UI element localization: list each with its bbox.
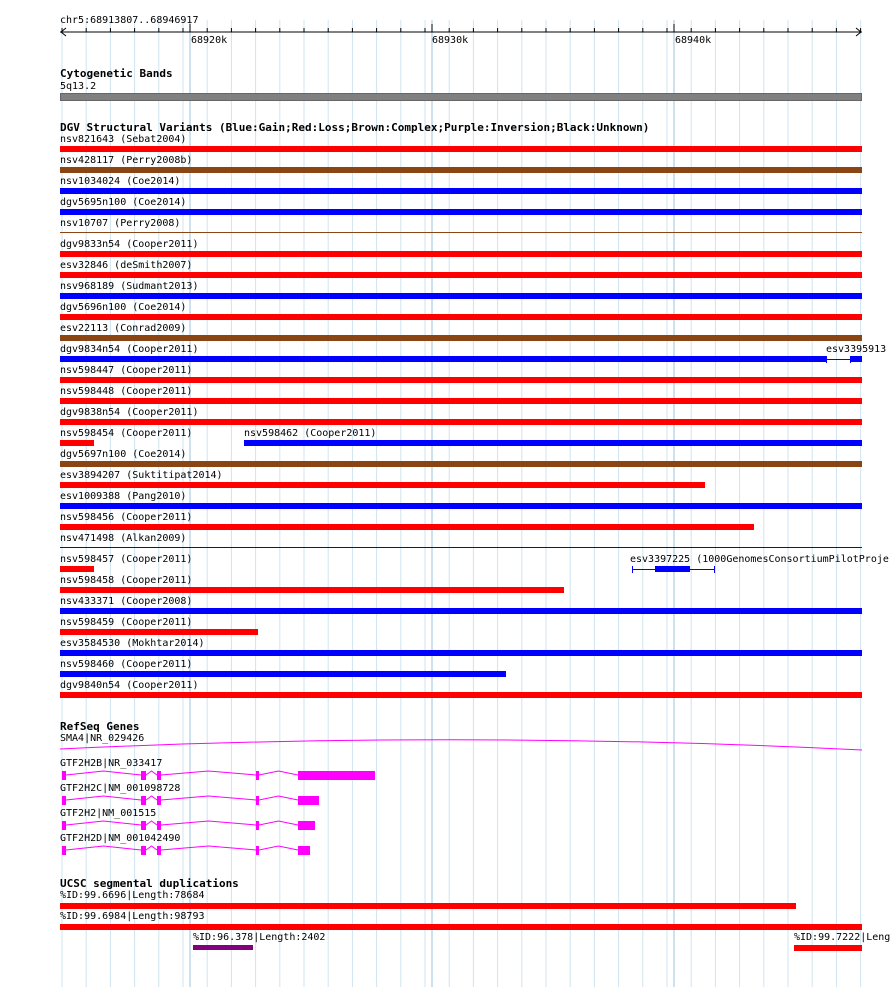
gene-exon bbox=[157, 796, 161, 805]
gene-label: SMA4|NR_029426 bbox=[60, 733, 145, 744]
segdup-bar[interactable] bbox=[794, 945, 862, 951]
gene-intron-line bbox=[60, 740, 862, 750]
gene-exon bbox=[141, 846, 146, 855]
segdup-bar[interactable] bbox=[60, 924, 862, 930]
dgv-feature-label: esv3395913 bbox=[826, 344, 887, 355]
dgv-feature-label: nsv10707 (Perry2008) bbox=[60, 218, 181, 229]
location-label: chr5:68913807..68946917 bbox=[60, 15, 199, 26]
gene-exon bbox=[298, 796, 319, 805]
ruler-tick-label: 68930k bbox=[432, 35, 469, 46]
gene-exon bbox=[141, 796, 146, 805]
dgv-feature-label: esv3894207 (Suktitipat2014) bbox=[60, 470, 223, 481]
segdup-label: %ID:99.7222|Leng bbox=[794, 932, 890, 943]
dgv-feature-label: dgv5697n100 (Coe2014) bbox=[60, 449, 187, 460]
dgv-feature-label: dgv5695n100 (Coe2014) bbox=[60, 197, 187, 208]
gene-intron-line bbox=[66, 846, 298, 850]
gene-intron-line bbox=[66, 821, 298, 825]
segdup-label: %ID:99.6696|Length:78684 bbox=[60, 890, 205, 901]
dgv-feature-label: nsv821643 (Sebat2004) bbox=[60, 134, 187, 145]
gene-label: GTF2H2D|NM_001042490 bbox=[60, 833, 181, 844]
segdup-bar[interactable] bbox=[193, 945, 253, 950]
gene-exon bbox=[141, 771, 146, 780]
dgv-feature-label: dgv9834n54 (Cooper2011) bbox=[60, 344, 199, 355]
segdup-bar[interactable] bbox=[60, 903, 796, 909]
gene-exon bbox=[157, 771, 161, 780]
gene-exon bbox=[256, 796, 259, 805]
dgv-feature-label: nsv428117 (Perry2008b) bbox=[60, 155, 193, 166]
track-title: RefSeq Genes bbox=[60, 720, 140, 733]
segdup-label: %ID:99.6984|Length:98793 bbox=[60, 911, 205, 922]
ruler-tick-label: 68940k bbox=[675, 35, 712, 46]
gene-label: GTF2H2|NM_001515 bbox=[60, 808, 157, 819]
dgv-feature-label: nsv598448 (Cooper2011) bbox=[60, 386, 193, 397]
dgv-feature-label: nsv433371 (Cooper2008) bbox=[60, 596, 193, 607]
dgv-feature-label: esv1009388 (Pang2010) bbox=[60, 491, 187, 502]
gene-label: GTF2H2B|NR_033417 bbox=[60, 758, 163, 769]
dgv-feature-label: dgv9833n54 (Cooper2011) bbox=[60, 239, 199, 250]
dgv-feature-label: nsv1034024 (Coe2014) bbox=[60, 176, 181, 187]
dgv-feature-label: dgv9838n54 (Cooper2011) bbox=[60, 407, 199, 418]
dgv-feature-label: nsv471498 (Alkan2009) bbox=[60, 533, 187, 544]
segdup-label: %ID:96.378|Length:2402 bbox=[193, 932, 326, 943]
gene-exon bbox=[256, 771, 259, 780]
gene-exon bbox=[157, 846, 161, 855]
gene-exon bbox=[256, 821, 259, 830]
gene-intron-line bbox=[66, 796, 298, 800]
gene-exon bbox=[62, 771, 66, 780]
dgv-feature-label: nsv598460 (Cooper2011) bbox=[60, 659, 193, 670]
gene-exon bbox=[256, 846, 259, 855]
band-label: 5q13.2 bbox=[60, 81, 97, 92]
gene-exon bbox=[141, 821, 146, 830]
dgv-feature-label: esv22113 (Conrad2009) bbox=[60, 323, 187, 334]
dgv-feature-label: esv3584530 (Mokhtar2014) bbox=[60, 638, 205, 649]
gene-exon bbox=[298, 846, 310, 855]
gene-exon bbox=[62, 796, 66, 805]
dgv-feature-label: nsv598447 (Cooper2011) bbox=[60, 365, 193, 376]
track-title: DGV Structural Variants (Blue:Gain;Red:Loss;Brown:Complex;Purple:Inversion;Black:Unknown) bbox=[60, 121, 650, 134]
dgv-feature-label: nsv598457 (Cooper2011) bbox=[60, 554, 193, 565]
ruler-tick-label: 68920k bbox=[191, 35, 228, 46]
track-title: Cytogenetic Bands bbox=[60, 67, 173, 80]
track-title: UCSC segmental duplications bbox=[60, 877, 239, 890]
dgv-feature-label: nsv598456 (Cooper2011) bbox=[60, 512, 193, 523]
gene-exon bbox=[298, 771, 375, 780]
gene-label: GTF2H2C|NM_001098728 bbox=[60, 783, 181, 794]
dgv-feature-label: dgv9840n54 (Cooper2011) bbox=[60, 680, 199, 691]
gene-exon bbox=[62, 821, 66, 830]
gene-exon bbox=[62, 846, 66, 855]
dgv-feature-label: nsv968189 (Sudmant2013) bbox=[60, 281, 199, 292]
dgv-feature-label: esv3397225 (1000GenomesConsortiumPilotProje bbox=[630, 554, 889, 565]
gene-intron-line bbox=[66, 771, 298, 775]
dgv-feature-label: nsv598459 (Cooper2011) bbox=[60, 617, 193, 628]
dgv-feature-label: nsv598458 (Cooper2011) bbox=[60, 575, 193, 586]
dgv-feature-label: esv32846 (deSmith2007) bbox=[60, 260, 193, 271]
gene-exon bbox=[298, 821, 315, 830]
gene-exon bbox=[157, 821, 161, 830]
dgv-feature-label: nsv598454 (Cooper2011) bbox=[60, 428, 193, 439]
dgv-feature-label: dgv5696n100 (Coe2014) bbox=[60, 302, 187, 313]
dgv-feature-label: nsv598462 (Cooper2011) bbox=[244, 428, 377, 439]
